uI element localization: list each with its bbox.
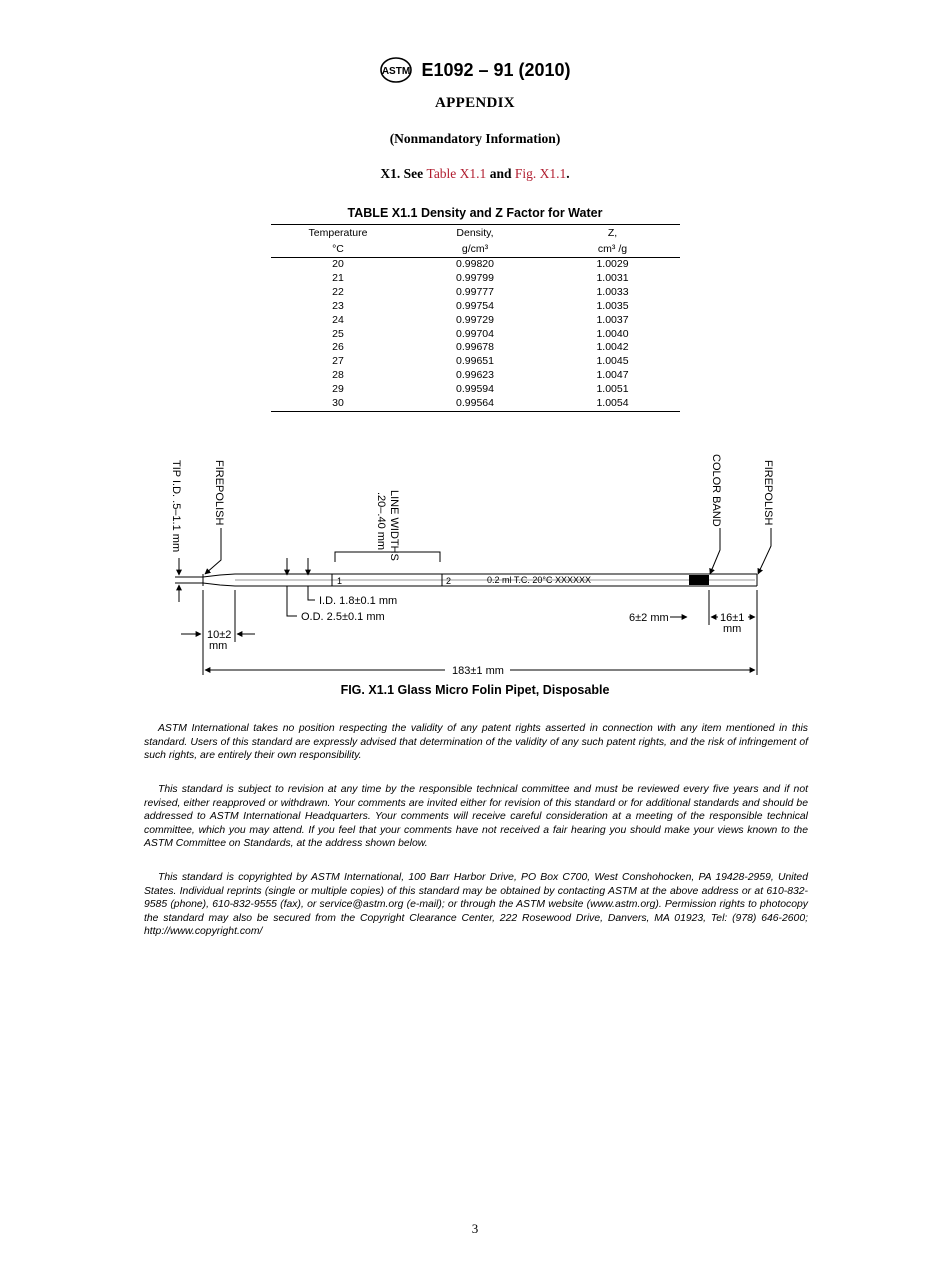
color-band	[689, 575, 709, 585]
density-cell: 0.99623	[456, 369, 494, 382]
header-z-unit: cm³ /g	[545, 241, 680, 258]
z-factor-cell: 1.0031	[596, 271, 629, 284]
density-cell: 0.99729	[456, 313, 494, 326]
document-header	[0, 56, 950, 84]
header-temperature: Temperature	[308, 227, 368, 239]
z-factor-cell: 1.0045	[596, 355, 629, 368]
table-row	[271, 328, 680, 342]
end-length-unit: mm	[723, 623, 742, 635]
standard-designation: E1092 – 91 (2010)	[421, 59, 571, 80]
z-factor-cell: 1.0035	[596, 299, 629, 312]
table-row	[271, 355, 680, 369]
density-cell: 0.99564	[456, 397, 494, 410]
temperature-cell: 26	[332, 341, 344, 354]
table-row	[271, 258, 680, 272]
temperature-cell: 29	[332, 383, 344, 396]
fig-x1-1-link[interactable]: Fig. X1.1	[514, 166, 567, 181]
temperature-cell: 20	[332, 258, 344, 270]
table-row	[271, 286, 680, 300]
header-density-unit: g/cm³	[405, 241, 545, 258]
table-title: TABLE X1.1 Density and Z Factor for Water	[347, 206, 603, 220]
z-factor-cell: 1.0054	[596, 397, 629, 410]
density-cell: 0.99651	[456, 355, 494, 368]
logo-lettering: ASTM	[382, 66, 411, 77]
z-factor-cell: 1.0047	[596, 369, 629, 382]
pipet-body	[175, 574, 757, 586]
revision-notice: This standard is subject to revision at any time by the responsible technical committee and must be reviewed every five years and if not revised, either reapproved or withdrawn. Your comments are invited either for revision of this standard or for additional standards and should be addressed to ASTM International Headquarters. Your comments will receive careful consideration at a meeting of the responsible technical committee, which you may attend. If you feel that your comments have not received a fair hearing you should make your views known to the ASTM Committee on Standards, at the address shown below.	[144, 784, 808, 850]
x1-prefix: X1. See	[380, 166, 427, 181]
total-length-label: 183±1 mm	[452, 665, 504, 677]
section-x1	[0, 166, 950, 182]
density-cell: 0.99799	[456, 271, 494, 284]
temperature-cell: 22	[332, 285, 344, 298]
copyright-notice: This standard is copyrighted by ASTM International, 100 Barr Harbor Drive, PO Box C700, West Conshohocken, PA 19428-2959, United States. Individual reprints (single or multiple copies) of this standard may be obtained by contacting ASTM at the above address or at 610-832-9585 (phone), 610-832-9555 (fax), or service@astm.org (e-mail); or through the ASTM website (www.astm.org). Permission rights to photocopy the standard may also be secured from the Copyright Clearance Center, 222 Rosewood Drive, Danvers, MA 01923, Tel: (978) 646-2600; http://www.copyright.com/	[144, 872, 808, 938]
band-offset-label: 6±2 mm	[629, 612, 669, 624]
temperature-cell: 23	[332, 299, 344, 312]
inner-diameter-label: I.D. 1.8±0.1 mm	[319, 595, 398, 607]
table-row	[271, 300, 680, 314]
pipet-marking-text: 0.2 ml T.C. 20°C XXXXXX	[487, 575, 591, 585]
table-row	[271, 314, 680, 328]
table-row	[271, 341, 680, 355]
header-temperature-unit: °C	[271, 241, 405, 258]
color-band-label: COLOR BAND	[710, 454, 722, 527]
line-widths-label: LINE WIDTHS	[388, 490, 400, 561]
table-header-row-2	[271, 241, 680, 258]
density-cell: 0.99704	[456, 327, 494, 340]
appendix-title: APPENDIX	[435, 95, 515, 111]
temperature-cell: 24	[332, 313, 344, 326]
density-cell: 0.99820	[456, 258, 494, 270]
z-factor-cell: 1.0042	[596, 341, 629, 354]
density-cell: 0.99594	[456, 383, 494, 396]
patent-notice: ASTM International takes no position respecting the validity of any patent rights asserted in connection with any item mentioned in this standard. Users of this standard are expressly advised that determination of the validity of any such patent rights, and the risk of infringement of such rights, are entirely their own responsibility.	[144, 723, 808, 762]
table-row	[271, 272, 680, 286]
tip-length-label: 10±2	[207, 629, 232, 641]
page-number: 3	[471, 1221, 479, 1236]
z-factor-cell: 1.0029	[596, 258, 629, 270]
density-table	[271, 224, 680, 412]
pipet-figure	[165, 450, 785, 680]
x1-and: and	[486, 166, 515, 181]
temperature-cell: 27	[332, 355, 344, 368]
end-length-label: 16±1	[720, 612, 745, 624]
leader-lines	[179, 528, 771, 675]
table-header-row-1	[271, 225, 680, 242]
temperature-cell: 30	[332, 397, 344, 410]
density-cell: 0.99678	[456, 341, 494, 354]
header-density: Density,	[456, 227, 494, 239]
z-factor-cell: 1.0051	[596, 383, 629, 396]
z-factor-cell: 1.0037	[596, 313, 629, 326]
tip-length-unit: mm	[209, 640, 228, 652]
table-body	[271, 258, 680, 412]
z-factor-cell: 1.0033	[596, 285, 629, 298]
astm-logo-icon	[379, 56, 413, 84]
firepolish-right-label: FIREPOLISH	[762, 460, 774, 526]
table-row	[271, 383, 680, 397]
graduation-mark-2: 2	[446, 576, 452, 586]
temperature-cell: 21	[332, 271, 344, 284]
table-row	[271, 369, 680, 383]
appendix-subtitle: (Nonmandatory Information)	[389, 131, 561, 146]
table-x1-1-link[interactable]: Table X1.1	[426, 166, 487, 181]
outer-diameter-label: O.D. 2.5±0.1 mm	[301, 611, 385, 623]
header-z: Z,	[607, 227, 618, 239]
temperature-cell: 25	[332, 327, 344, 340]
density-cell: 0.99777	[456, 285, 494, 298]
density-cell: 0.99754	[456, 299, 494, 312]
line-widths-value: .20–.40 mm	[375, 492, 387, 551]
z-factor-cell: 1.0040	[596, 327, 629, 340]
temperature-cell: 28	[332, 369, 344, 382]
table-row	[271, 397, 680, 411]
figure-caption: FIG. X1.1 Glass Micro Folin Pipet, Disposable	[340, 683, 610, 697]
tip-id-label: TIP I.D. .5–1.1 mm	[170, 460, 182, 553]
graduation-mark-1: 1	[337, 576, 343, 586]
x1-end: .	[566, 166, 570, 181]
firepolish-left-label: FIREPOLISH	[213, 460, 225, 526]
